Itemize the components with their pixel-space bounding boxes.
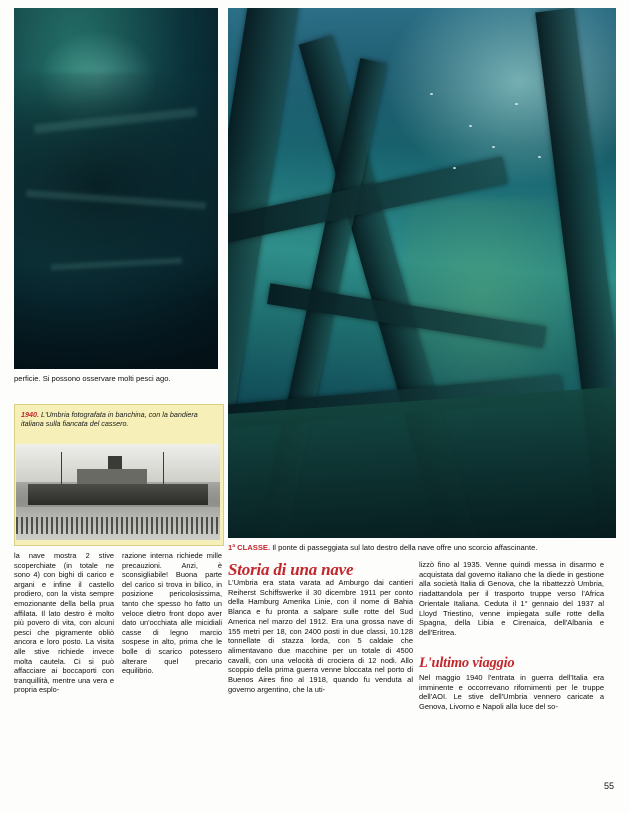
page-number: 55 [603, 781, 614, 791]
caption-year: 1940. [21, 410, 39, 419]
caption-right-photo [228, 543, 616, 553]
article-body-column-2: lizzò fino al 1935. Venne quindi messa in disarmo e acquistata dal governo italiano che la diede in gestione alla società Italia di Genova, che la ribattezzò Umbria, riadattandola per il trasporto truppe verso l'Africa Orientale Italiana. Ceduta il 1° gennaio del 1937 al Lloyd Triestino, venne impiegata sulle rotte della Spagna, della Libia e Cirenaica, dell'Albania e dell'Eritrea. [419, 560, 604, 637]
article-subheadline: L'ultimo viaggio [419, 655, 515, 671]
underwater-wreck-structure-photo [228, 8, 616, 538]
caption-text: Il ponte di passeggiata sul lato destro della nave offre uno scorcio affascinante. [272, 543, 538, 552]
photo-shadow [14, 261, 218, 369]
umbria-black-white-historic-photo [16, 444, 220, 540]
underwater-wreck-photo-top-left [14, 8, 218, 369]
article-body-column-1: L'Umbria era stata varata ad Amburgo dai cantieri Reiherst Schiffswerke il 30 dicembre 1911 per conto della Hamburg Amerika Linie, con il nome di Bahia Blanca e fu pronta a salpare sulle rotte del Sud America nel marzo del 1912. Era una grossa nave di 155 metri per 18, con 2400 posti in due classi, 10.128 tonnellate di stazza lorda, con 5 caldaie che alimentavano due macchine per un totale di 4500 cavalli, con una velocità di crociera di 12 nodi. Allo scoppio della prima guerra venne bloccata nel porto di Buenos Aires fino al 1918, quando fu venduta al governo argentino, che la uti- [228, 578, 413, 694]
caption-lead: 1ª CLASSE. [228, 543, 271, 552]
ship-mast [163, 452, 165, 487]
crowd-silhouettes [16, 517, 220, 534]
fish [453, 167, 456, 169]
article-body-column-3: Nel maggio 1940 l'entrata in guerra dell'Italia era imminente e occorrevano rifornimenti per le truppe dell'AOI. Le stive dell'Umbria vennero caricate a Genova, Livorno e Napoli alla luce del so- [419, 673, 604, 712]
article-headline: Storia di una nave [228, 560, 354, 579]
left-body-column-1: la nave mostra 2 stive scoperchiate (in totale ne sono 4) con bighi di carico e argani e infine il castello prodiero, con la vista sempre emozionante della bella prua affilata. Il lato destro è molto più povero di vita, con alcuni pesci che pigramente obliò ancora e loro posto. La visita alle stive richiede invece molta cautela. Ci si può affacciare ai boccaporti con tranquillità, mentre una vera e propria esplo- [14, 551, 114, 695]
ship-mast [61, 452, 63, 487]
fish [492, 146, 495, 148]
fish [469, 125, 472, 127]
historic-photo-caption [21, 410, 217, 429]
left-text-columns [14, 551, 222, 747]
left-body-column-2: razione interna richiede mille precauzioni. Anzi, è sconsigliabile! Buona parte del carico si trova in bilico, in posizione pericolosissima, tanto che spesso ho fatto un veloce dietro front dopo aver dato un'occhiata alle micidiali casse di legno marcio sospese in alto, prima che le bolle di scarico potessero alterare quel precario equilibrio. [122, 551, 222, 676]
caption-text: L'Umbria fotografata in banchina, con la bandiera italiana sulla fiancata del cassero. [21, 410, 198, 429]
fish [430, 93, 433, 95]
caption-top-left-photo: perficie. Si possono osservare molti pesci ago. [14, 374, 171, 383]
ship-hull [28, 484, 208, 505]
